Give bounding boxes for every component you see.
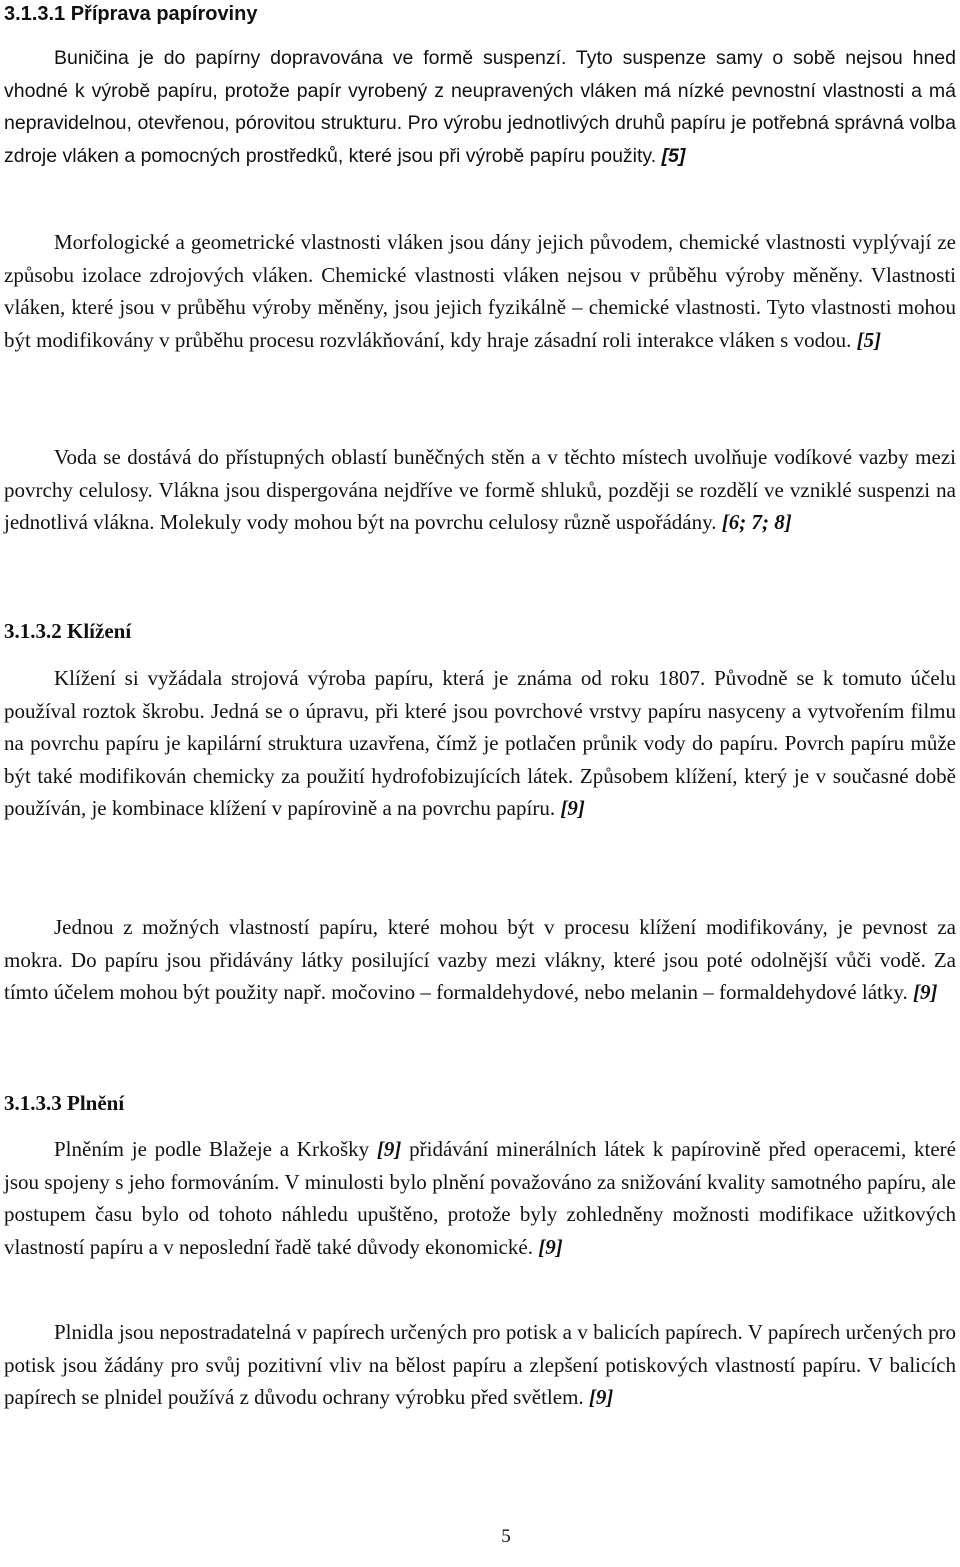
- paragraph: [4, 1316, 956, 1414]
- section-heading-priprava-papiroviny: 3.1.3.1 Příprava papíroviny: [4, 3, 258, 25]
- citation: [5]: [856, 327, 882, 352]
- paragraph: [4, 226, 956, 356]
- paragraph: [4, 441, 956, 539]
- paragraph: [4, 662, 956, 825]
- paragraph-text: Plnidla jsou nepostradatelná v papírech určených pro potisk a v balicích papírech. V papírech určených pro potisk jsou žádány pro svůj pozitivní vliv na bělost papíru a zlepšení potiskových vlastností papíru. V balicích papírech se plnidel používá z důvodu ochrany výrobku před světlem.: [4, 1320, 956, 1409]
- section-heading-klizeni: 3.1.3.2 Klížení: [4, 619, 132, 643]
- paragraph-text: Klížení si vyžádala strojová výroba papíru, která je známa od roku 1807. Původně se k tomuto účelu používal roztok škrobu. Jedná se o úpravu, při které jsou povrchové vrstvy papíru nasyceny a vytvořením filmu na povrchu papíru je kapilární struktura uzavřena, čímž je potlačen průnik vody do papíru. Povrch papíru může být také modifikován chemicky za použití hydrofobizujících látek. Způsobem klížení, který je v současné době používán, je kombinace klížení v papírovině a na povrchu papíru.: [4, 666, 956, 820]
- citation: [6; 7; 8]: [721, 510, 792, 534]
- citation: [9]: [588, 1385, 614, 1409]
- page-number: 5: [501, 1526, 511, 1547]
- citation: [9]: [560, 796, 585, 820]
- paragraph-text: Plněním je podle Blažeje a Krkošky: [54, 1137, 370, 1161]
- paragraph-text: Buničina je do papírny dopravována ve formě suspenzí. Tyto suspenze samy o sobě nejsou hned vhodné k výrobě papíru, protože papír vyrobený z neupravených vláken má nízké pevnostní vlastnosti a má nepravidelnou, otevřenou, pórovitou strukturu. Pro výrobu jednotlivých druhů papíru je potřebná správná volba zdroje vláken a pomocných prostředků, které jsou při výrobě papíru použity.: [4, 47, 956, 167]
- citation: [9]: [913, 980, 938, 1004]
- paragraph: [4, 1133, 956, 1263]
- paragraph-text: Voda se dostává do přístupných oblastí buněčných stěn a v těchto místech uvolňuje vodíkové vazby mezi povrchy celulosy. Vlákna jsou dispergována nejdříve ve formě shluků, později se rozdělí ve vzniklé suspenzi na jednotlivá vlákna. Molekuly vody mohou být na povrchu celulosy různě uspořádány.: [4, 445, 956, 534]
- paragraph: [4, 911, 956, 1009]
- citation: [9]: [376, 1137, 402, 1161]
- paragraph: [4, 42, 956, 172]
- section-heading-plneni: 3.1.3.3 Plnění: [4, 1091, 125, 1115]
- citation: [5]: [661, 144, 686, 167]
- paragraph-text: přidávání minerálních látek k papírovině před operacemi, které jsou spojeny s jeho formováním. V minulosti bylo plnění považováno za snižování kvality samotného papíru, ale postupem času bylo od tohoto náhledu upuštěno, protože byly zohledněny možnosti modifikace užitkových vlastností papíru a v neposlední řadě také důvody ekonomické.: [4, 1137, 956, 1259]
- citation: [9]: [538, 1234, 563, 1259]
- paragraph-text: Morfologické a geometrické vlastnosti vláken jsou dány jejich původem, chemické vlastnosti vyplývají ze způsobu izolace zdrojových vláken. Chemické vlastnosti vláken nejsou v průběhu výroby měněny. Vlastnosti vláken, které jsou v průběhu výroby měněny, jsou jejich fyzikálně – chemické vlastnosti. Tyto vlastnosti mohou být modifikovány v průběhu procesu rozvlákňování, kdy hraje zásadní roli interakce vláken s vodou.: [4, 230, 956, 352]
- paragraph-text: Jednou z možných vlastností papíru, které mohou být v procesu klížení modifikovány, je pevnost za mokra. Do papíru jsou přidávány látky posilující vazby mezi vlákny, které jsou poté odolnější vůči vodě. Za tímto účelem mohou být použity např. močovino – formaldehydové, nebo melanin – formaldehydové látky.: [4, 915, 956, 1004]
